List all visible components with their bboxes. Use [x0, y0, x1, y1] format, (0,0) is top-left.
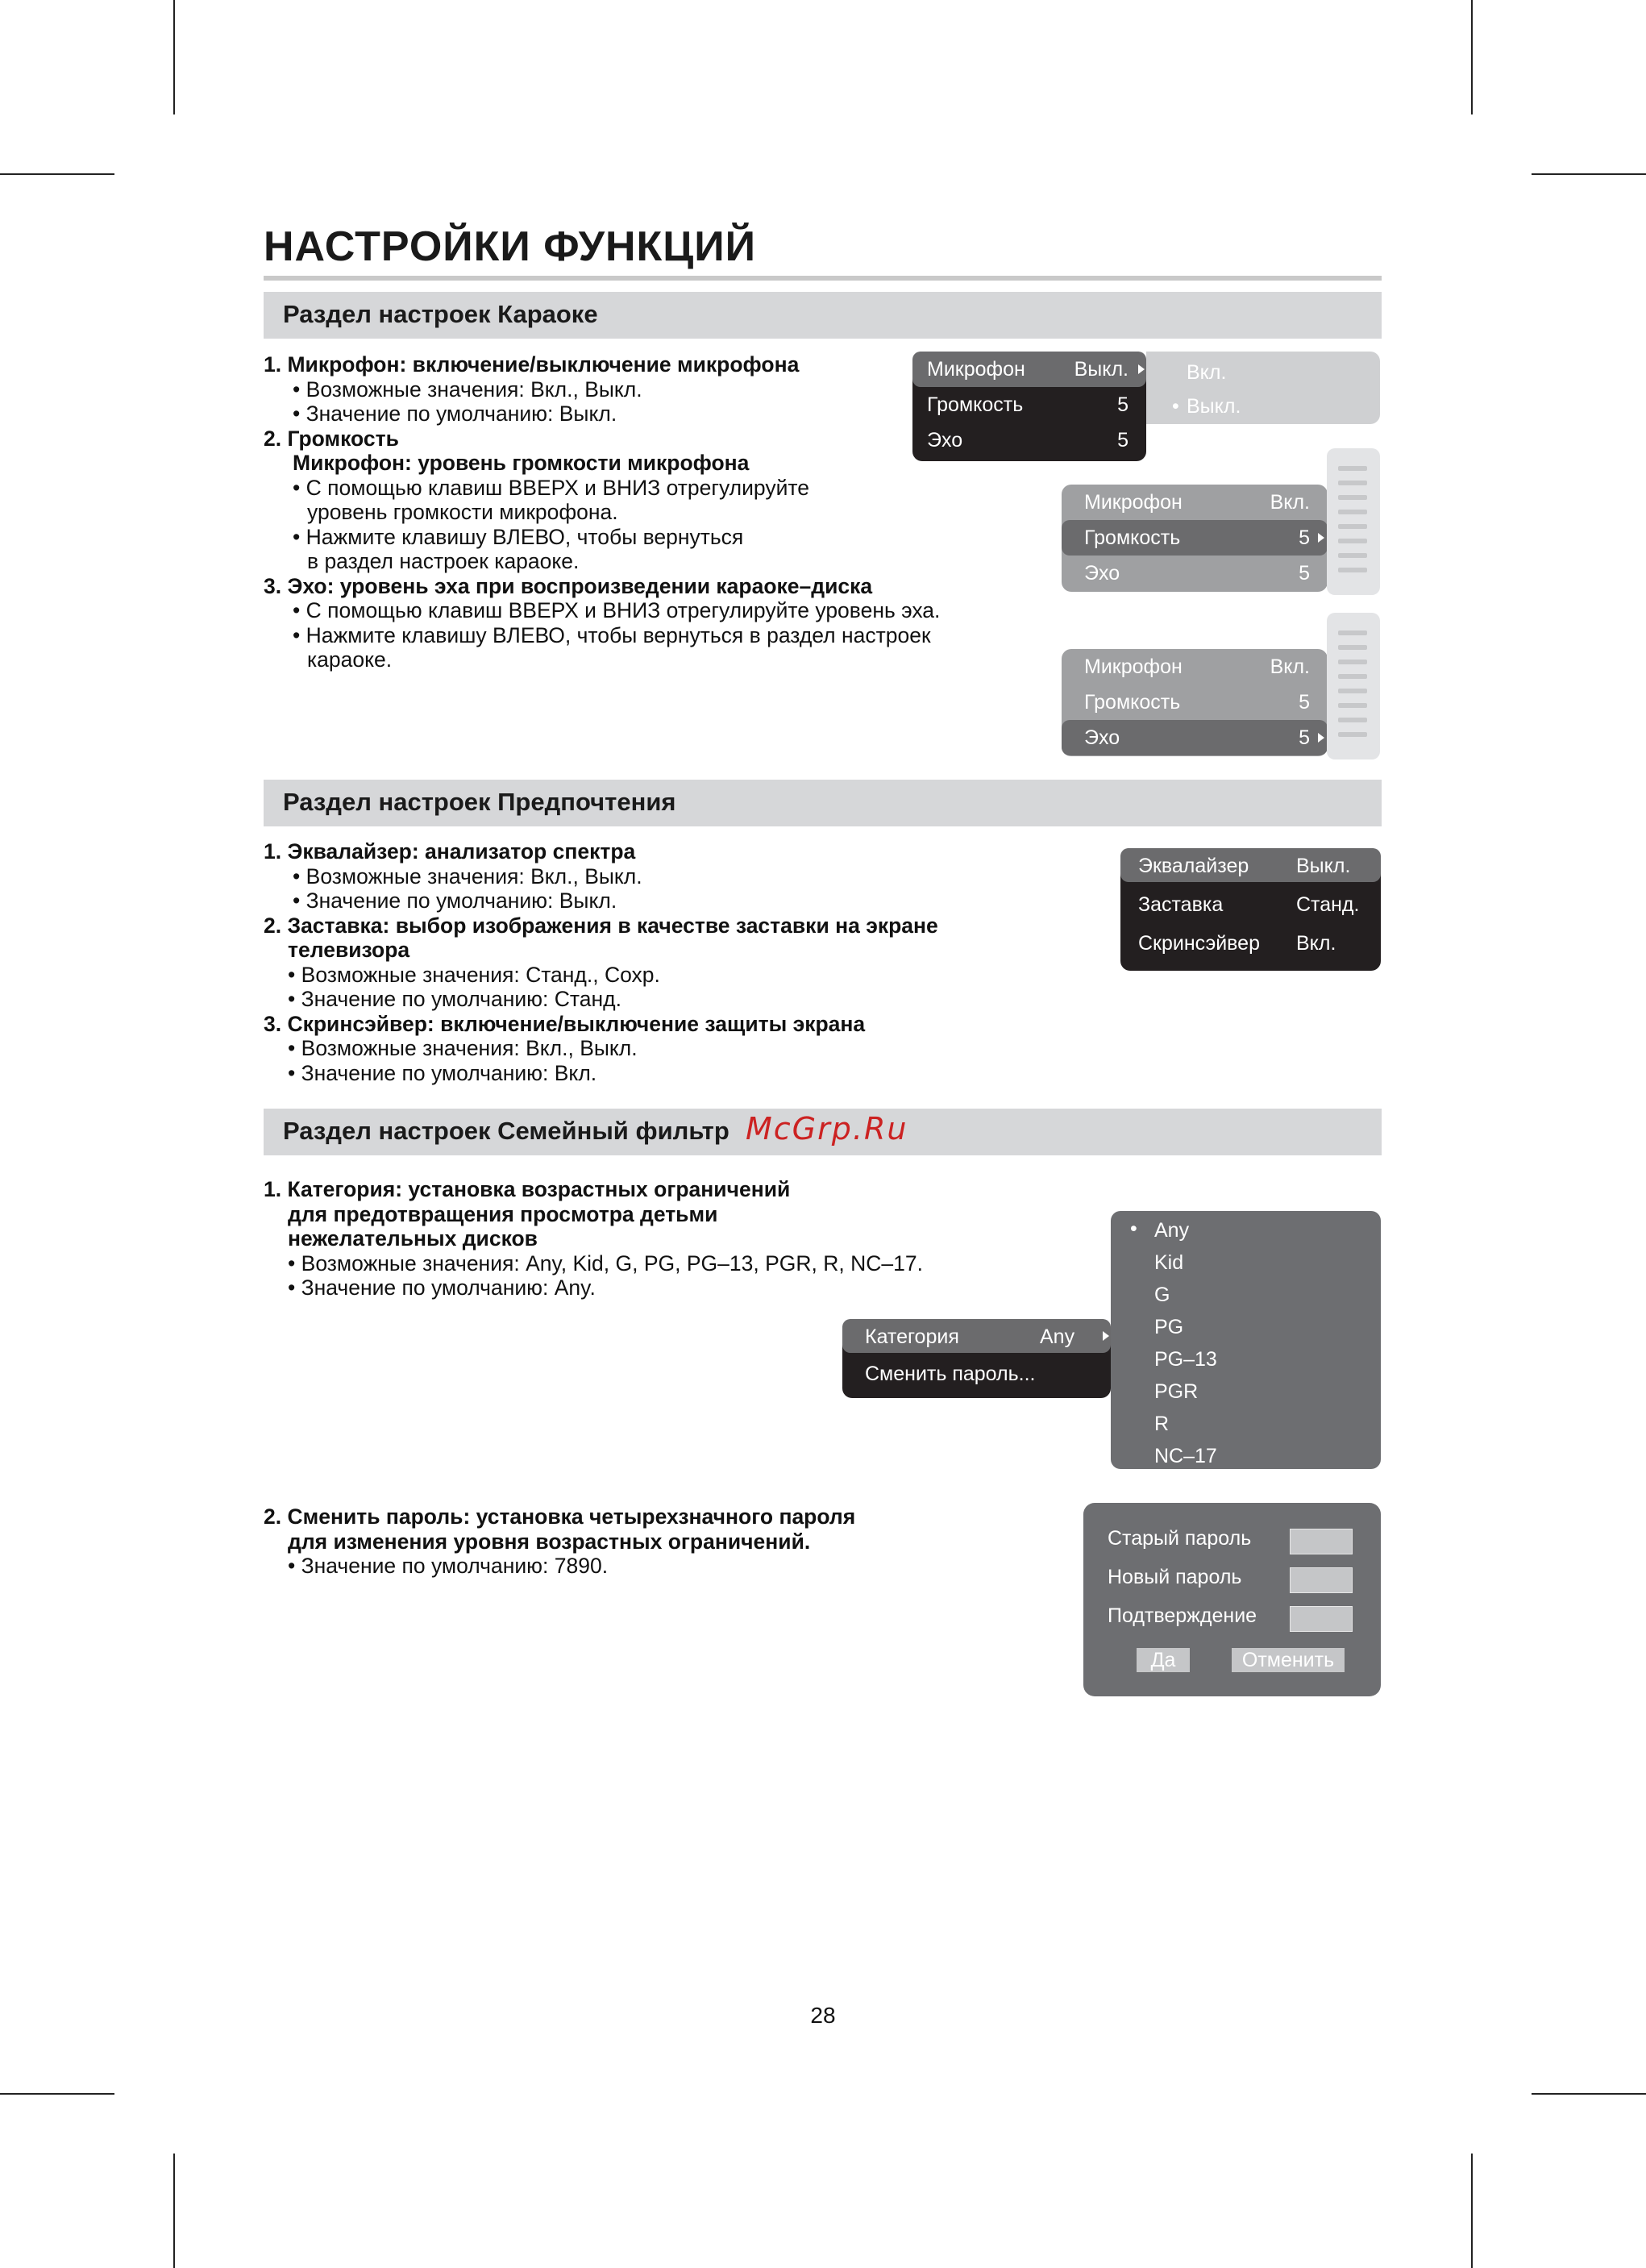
- rating-list: [1111, 1211, 1381, 1469]
- text-line: 1. Категория: установка возрастных ограничений: [264, 1177, 791, 1201]
- text-line: • Возможные значения: Станд., Сохр.: [288, 962, 660, 987]
- menu-row-microphone[interactable]: Микрофон Вкл.: [1084, 655, 1310, 678]
- crop-mark: [1532, 173, 1646, 175]
- password-dialog: [1083, 1503, 1381, 1696]
- text-line: 3. Эхо: уровень эха при воспроизведении караоке–диска: [264, 573, 873, 598]
- text-line: 2. Громкость: [264, 426, 399, 451]
- section-header-preferences: [264, 780, 1382, 826]
- old-password-field[interactable]: [1290, 1529, 1353, 1554]
- text-line: караоке.: [307, 647, 393, 672]
- text-line: • Возможные значения: Вкл., Выкл.: [293, 864, 642, 888]
- text-line: • Значение по умолчанию: Станд.: [288, 987, 621, 1011]
- section-title: Раздел настроек Предпочтения: [283, 788, 676, 816]
- crop-mark: [1471, 2154, 1473, 2268]
- text-line: для предотвращения просмотра детьми: [288, 1201, 718, 1226]
- arrow-right-icon: [1318, 533, 1324, 543]
- volume-level-slider[interactable]: [1327, 448, 1380, 595]
- menu-row-microphone[interactable]: Микрофон Выкл.: [912, 352, 1146, 387]
- rating-option[interactable]: R: [1154, 1413, 1170, 1435]
- watermark: McGrp.Ru: [746, 1111, 908, 1146]
- menu-row-category[interactable]: Категория Any: [842, 1319, 1111, 1353]
- menu-row-volume[interactable]: Громкость 5: [927, 393, 1129, 416]
- text-line: • Значение по умолчанию: Выкл.: [293, 402, 617, 426]
- menu-row-echo[interactable]: Эхо 5: [1084, 562, 1310, 585]
- family-text-2: [264, 1504, 855, 1579]
- text-line: • Возможные значения: Вкл., Выкл.: [288, 1036, 638, 1060]
- menu-row-echo[interactable]: Эхо 5: [1062, 720, 1328, 755]
- text-line: для изменения уровня возрастных ограничений.: [288, 1529, 811, 1554]
- text-line: • С помощью клавиш ВВЕРХ и ВНИЗ отрегулируйте уровень эха.: [293, 598, 941, 622]
- text-line: • Возможные значения: Any, Kid, G, PG, PG–13, PGR, R, NC–17.: [288, 1251, 923, 1275]
- text-line: • Нажмите клавишу ВЛЕВО, чтобы вернуться: [293, 524, 744, 549]
- crop-mark: [0, 173, 114, 175]
- echo-level-slider[interactable]: [1327, 613, 1380, 759]
- bullet-icon: •: [1130, 1217, 1137, 1240]
- confirm-label: Подтверждение: [1108, 1604, 1257, 1627]
- menu-row-wallpaper[interactable]: Заставка Станд.: [1138, 893, 1360, 916]
- menu-row-echo[interactable]: Эхо 5: [927, 429, 1129, 452]
- text-line: нежелательных дисков: [288, 1226, 538, 1251]
- arrow-right-icon: [1103, 1331, 1109, 1341]
- rating-option[interactable]: PGR: [1154, 1380, 1199, 1403]
- crop-mark: [0, 2093, 114, 2095]
- page-title: НАСТРОЙКИ ФУНКЦИЙ: [264, 223, 756, 270]
- microphone-submenu: [1146, 352, 1380, 424]
- section-title: Раздел настроек Семейный фильтр: [283, 1117, 729, 1145]
- text-line: • Значение по умолчанию: Any.: [288, 1275, 596, 1300]
- karaoke-echo-menu: [1062, 649, 1328, 756]
- text-line: телевизора: [288, 938, 410, 962]
- ok-button[interactable]: Да: [1137, 1648, 1190, 1672]
- crop-mark: [173, 2154, 175, 2268]
- menu-row-microphone[interactable]: Микрофон Вкл.: [1084, 491, 1310, 514]
- cancel-button[interactable]: Отменить: [1232, 1648, 1345, 1672]
- text-line: • Нажмите клавишу ВЛЕВО, чтобы вернуться в раздел настроек: [293, 622, 931, 647]
- text-line: 2. Сменить пароль: установка четырехзначного пароля: [264, 1504, 856, 1529]
- text-line: • Значение по умолчанию: Выкл.: [293, 888, 617, 913]
- menu-row-change-password[interactable]: Сменить пароль...: [865, 1363, 1036, 1385]
- text-line: • Значение по умолчанию: Вкл.: [288, 1060, 597, 1085]
- new-password-label: Новый пароль: [1108, 1566, 1242, 1588]
- section-title: Раздел настроек Караоке: [283, 300, 598, 328]
- karaoke-menu: [912, 352, 1146, 461]
- rating-option[interactable]: NC–17: [1154, 1445, 1217, 1467]
- menu-row-volume[interactable]: Громкость 5: [1062, 520, 1328, 556]
- crop-mark: [1532, 2093, 1646, 2095]
- text-line: 3. Скринсэйвер: включение/выключение защиты экрана: [264, 1011, 866, 1036]
- option-on[interactable]: Вкл.: [1187, 361, 1227, 384]
- page-number: 28: [810, 2003, 836, 2028]
- karaoke-volume-menu: [1062, 485, 1328, 592]
- text-line: • Значение по умолчанию: 7890.: [288, 1554, 609, 1578]
- preferences-menu: [1120, 848, 1381, 971]
- arrow-right-icon: [1138, 364, 1145, 374]
- rating-option[interactable]: G: [1154, 1284, 1170, 1306]
- bullet-icon: •: [1172, 395, 1179, 418]
- family-filter-menu: [842, 1319, 1111, 1398]
- text-line: уровень громкости микрофона.: [307, 500, 618, 524]
- karaoke-text: [264, 352, 940, 672]
- text-line: • Возможные значения: Вкл., Выкл.: [293, 377, 642, 402]
- text-line: 1. Микрофон: включение/выключение микрофона: [264, 352, 800, 377]
- crop-mark: [1471, 0, 1473, 114]
- menu-row-equalizer[interactable]: Эквалайзер Выкл.: [1120, 848, 1381, 882]
- title-rule: [264, 276, 1382, 281]
- text-line: Микрофон: уровень громкости микрофона: [293, 451, 750, 475]
- menu-row-screensaver[interactable]: Скринсэйвер Вкл.: [1138, 932, 1336, 955]
- family-text-1: [264, 1177, 923, 1300]
- rating-option[interactable]: Any: [1154, 1219, 1190, 1242]
- text-line: • С помощью клавиш ВВЕРХ и ВНИЗ отрегулируйте: [293, 475, 810, 500]
- rating-option[interactable]: PG: [1154, 1316, 1184, 1338]
- rating-option[interactable]: PG–13: [1154, 1348, 1217, 1371]
- section-header-karaoke: [264, 292, 1382, 339]
- menu-row-volume[interactable]: Громкость 5: [1084, 691, 1310, 714]
- option-off[interactable]: • Выкл.: [1172, 395, 1241, 418]
- preferences-text: [264, 839, 938, 1085]
- arrow-right-icon: [1318, 733, 1324, 743]
- text-line: в раздел настроек караоке.: [307, 549, 580, 573]
- confirm-field[interactable]: [1290, 1606, 1353, 1632]
- new-password-field[interactable]: [1290, 1567, 1353, 1593]
- text-line: 1. Эквалайзер: анализатор спектра: [264, 839, 636, 864]
- old-password-label: Старый пароль: [1108, 1527, 1252, 1550]
- crop-mark: [173, 0, 175, 114]
- text-line: 2. Заставка: выбор изображения в качестве заставки на экране: [264, 913, 938, 938]
- rating-option[interactable]: Kid: [1154, 1251, 1184, 1274]
